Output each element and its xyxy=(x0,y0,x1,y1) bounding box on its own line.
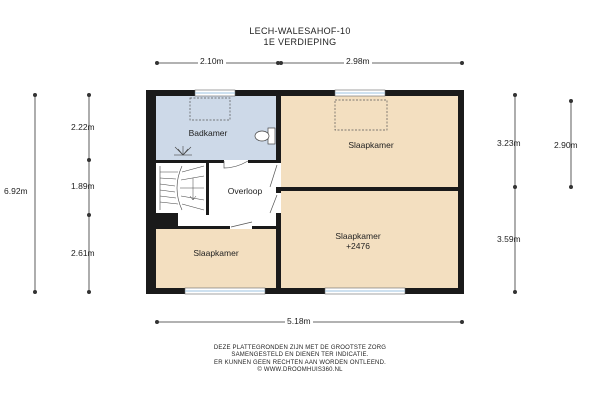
disclaimer-line: SAMENGESTELD EN DIENEN TER INDICATIE. xyxy=(231,352,369,359)
dim-left-top: 2.22m xyxy=(71,122,95,132)
room-label-bedroom-bottom-right: Slaapkamer xyxy=(335,231,381,241)
dim-right-bottom: 3.59m xyxy=(497,234,521,244)
room-label-landing: Overloop xyxy=(227,186,263,196)
address-title: LECH-WALESAHOF-10 xyxy=(249,26,351,36)
dim-left-bottom: 2.61m xyxy=(71,248,95,258)
room-label-bathroom: Badkamer xyxy=(188,128,228,138)
dim-top-right: 2.98m xyxy=(346,56,370,66)
disclaimer xyxy=(0,345,600,375)
dim-right-outer: 2.90m xyxy=(554,140,578,150)
room-label-bedroom-top-right: Slaapkamer xyxy=(348,140,394,150)
dim-left-total: 6.92m xyxy=(4,186,28,196)
room-label-bedroom-bottom-left: Slaapkamer xyxy=(193,248,239,258)
dim-left-middle: 1.89m xyxy=(71,181,95,191)
room-label-ceiling-height: +2476 xyxy=(346,241,370,251)
dim-bottom-total: 5.18m xyxy=(287,316,311,326)
disclaimer-line: ER KUNNEN GEEN RECHTEN AAN WORDEN ONTLEEND. xyxy=(214,359,386,366)
dim-top-left: 2.10m xyxy=(200,56,224,66)
disclaimer-line: DEZE PLATTEGRONDEN ZIJN MET DE GROOTSTE ZORG xyxy=(213,345,387,351)
disclaimer-line: © WWW.DROOMHUIS360.NL xyxy=(257,367,343,374)
dim-right-top: 3.23m xyxy=(497,138,521,148)
bedroom-bottom-left-floor xyxy=(156,229,276,288)
floor-title: 1E VERDIEPING xyxy=(263,37,337,47)
